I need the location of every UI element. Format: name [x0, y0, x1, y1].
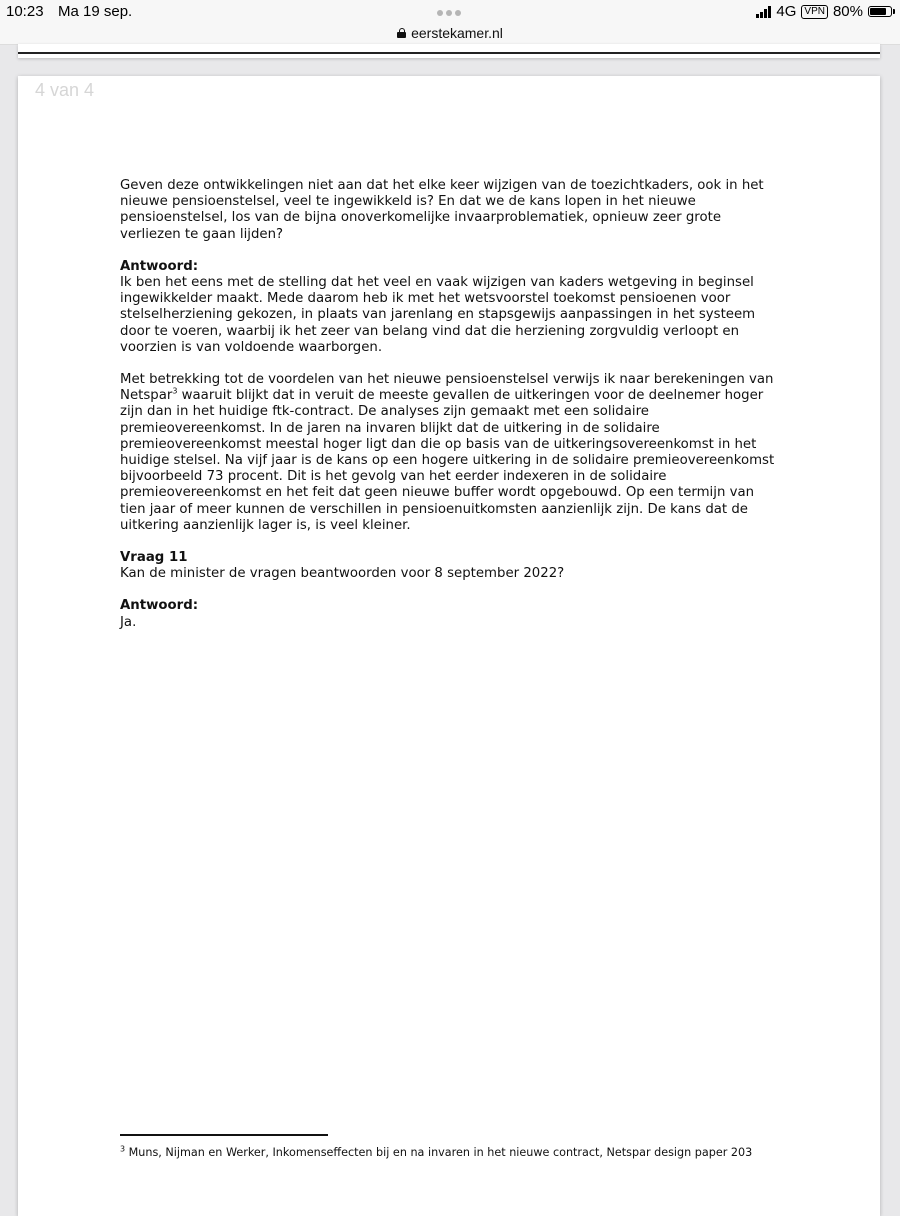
question-text: Kan de minister de vragen beantwoorden voor 8 september 2022? [120, 566, 565, 582]
status-time: 10:23 [6, 3, 44, 20]
status-indicators [756, 3, 892, 20]
netspar-paragraph [120, 372, 780, 534]
footnote-text: Muns, Nijman en Werker, Inkomenseffecten bij en na invaren in het nieuwe contract, Netspar design paper 203 [125, 1146, 753, 1159]
answer-label: Antwoord: [120, 598, 199, 614]
netspar-text-start: Met betrekking tot de voordelen van het nieuwe pensioenstelsel verwijs ik naar berekeningen van Netspar [120, 372, 774, 404]
footnote-divider [120, 1134, 328, 1136]
multitasking-dots-icon[interactable] [437, 10, 465, 16]
battery-icon [868, 6, 892, 17]
document-body [120, 178, 780, 647]
answer-text: Ja. [120, 614, 137, 630]
url-bar[interactable] [0, 24, 900, 45]
footnote-number: 3 [120, 1144, 126, 1154]
answer-block-1 [120, 259, 780, 356]
document-page [18, 76, 880, 1216]
status-bar [0, 0, 900, 24]
question-paragraph: Geven deze ontwikkelingen niet aan dat het elke keer wijzigen van de toezichtkaders, ook in het nieuwe pensioenstelsel, veel te ingewikkeld is? En dat we de kans lopen in het nieuwe pensioenstelsel, los van de bijna onoverkomelijke invaarproblematiek, opnieuw zeer grote verliezen te gaan lijden? [120, 178, 764, 242]
answer-block-2 [120, 598, 780, 630]
answer-text: Ik ben het eens met de stelling dat het veel en vaak wijzigen van kaders wetgeving in beginsel ingewikkelder maakt. Mede daarom heb ik met het wetsvoorstel toekomst pensioenen voor stelselherziening gekozen, in plaats van jarenlang en stapsgewijs aanpassingen in het systeem door te voeren, waarbij ik het zeer van belang vind dat die herziening zorgvuldig verloopt en voorzien is van voldoende waarborgen. [120, 275, 756, 355]
status-date: Ma 19 sep. [58, 3, 133, 20]
footnote [120, 1146, 780, 1161]
answer-label: Antwoord: [120, 258, 199, 274]
footnote-reference[interactable]: 3 [172, 386, 178, 396]
network-type: 4G [776, 3, 797, 20]
battery-percentage: 80% [832, 3, 863, 20]
question-block-11 [120, 550, 780, 582]
vpn-badge: VPN [801, 5, 828, 19]
url-text[interactable]: eerstekamer.nl [411, 25, 503, 41]
lock-icon [397, 28, 406, 38]
question-label: Vraag 11 [120, 550, 188, 566]
previous-page-edge [18, 44, 880, 58]
cellular-signal-icon [756, 6, 771, 18]
page-indicator: 4 van 4 [35, 80, 95, 100]
netspar-text-rest: waaruit blijkt dat in veruit de meeste gevallen de uitkeringen voor de deelnemer hoger zijn dan in het huidige ftk-contract. De analyses zijn gemaakt met een solidaire premieovereenkomst. In de jaren na invaren blijkt dat de uitkering in de solidaire premieovereenkomst meestal hoger ligt dan die op basis van de uitkeringsovereenkomst in het huidige stelsel. Na vijf jaar is de kans op een hogere uitkering in de solidaire premieovereenkomst bijvoorbeeld 73 procent. Dit is het gevolg van het eerder indexeren in de solidaire premieovereenkomst en het feit dat geen nieuwe buffer wordt opgebouwd. Op een termijn van tien jaar of meer kunnen de verschillen in pensioenuitkomsten aanzienlijk zijn. De kans dat de uitkering aanzienlijk lager is, is veel kleiner. [120, 388, 775, 533]
